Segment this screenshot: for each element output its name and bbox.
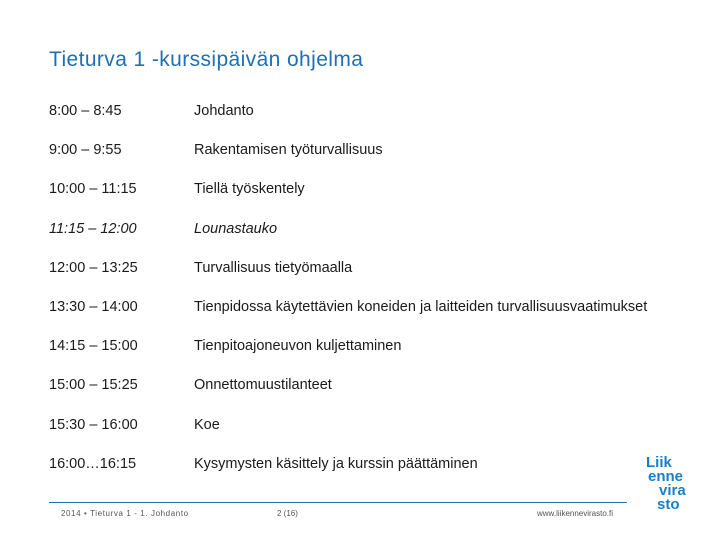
schedule-time: 8:00 – 8:45 bbox=[49, 103, 122, 119]
schedule-row-lunch bbox=[49, 221, 719, 260]
schedule-item: Kysymysten käsittely ja kurssin päättäminen bbox=[194, 455, 478, 472]
schedule-row bbox=[49, 456, 719, 495]
schedule-item: Tienpitoajoneuvon kuljettaminen bbox=[194, 338, 402, 355]
schedule-item: Koe bbox=[194, 416, 220, 433]
schedule-time: 9:00 – 9:55 bbox=[49, 142, 122, 159]
schedule-row bbox=[49, 103, 719, 142]
schedule-list bbox=[49, 103, 719, 495]
footer-divider bbox=[49, 502, 627, 503]
logo-line-4: sto bbox=[657, 496, 680, 513]
logo-line-2: enne bbox=[648, 468, 684, 485]
schedule-item: Tiellä työskentely bbox=[194, 181, 305, 198]
logo-line-1: Liik bbox=[646, 454, 672, 471]
liikennevirasto-logo bbox=[646, 456, 690, 512]
footer-page-number: 2 (16) bbox=[277, 509, 298, 518]
schedule-row bbox=[49, 181, 719, 220]
schedule-time: 10:00 – 11:15 bbox=[49, 181, 137, 198]
schedule-item: Rakentamisen työturvallisuus bbox=[194, 142, 383, 159]
logo-line-3: vira bbox=[659, 482, 686, 499]
footer-course-info: 2014 • Tieturva 1 - 1. Johdanto bbox=[61, 509, 189, 518]
schedule-item: Tienpidossa käytettävien koneiden ja laitteiden turvallisuusvaatimukset bbox=[194, 298, 648, 315]
schedule-time: 16:00…16:15 bbox=[49, 455, 137, 472]
schedule-row bbox=[49, 377, 719, 416]
schedule-row bbox=[49, 338, 719, 377]
schedule-row bbox=[49, 260, 719, 299]
schedule-item: Onnettomuustilanteet bbox=[194, 377, 332, 394]
schedule-time: 11:15 – 12:00 bbox=[49, 220, 137, 237]
schedule-time: 15:30 – 16:00 bbox=[49, 416, 138, 433]
schedule-item: Turvallisuus tietyömaalla bbox=[194, 259, 353, 276]
schedule-row bbox=[49, 417, 719, 456]
schedule-time: 14:15 – 15:00 bbox=[49, 338, 138, 355]
schedule-row bbox=[49, 142, 719, 181]
schedule-item: Lounastauko bbox=[194, 220, 278, 237]
schedule-time: 12:00 – 13:25 bbox=[49, 259, 138, 276]
schedule-time: 13:30 – 14:00 bbox=[49, 298, 138, 315]
schedule-row bbox=[49, 299, 719, 338]
schedule-time: 15:00 – 15:25 bbox=[49, 377, 138, 394]
footer-url-link[interactable]: www.liikennevirasto.fi bbox=[537, 509, 614, 518]
schedule-item: Johdanto bbox=[194, 103, 254, 119]
slide-title: Tieturva 1 -kurssipäivän ohjelma bbox=[49, 48, 364, 71]
